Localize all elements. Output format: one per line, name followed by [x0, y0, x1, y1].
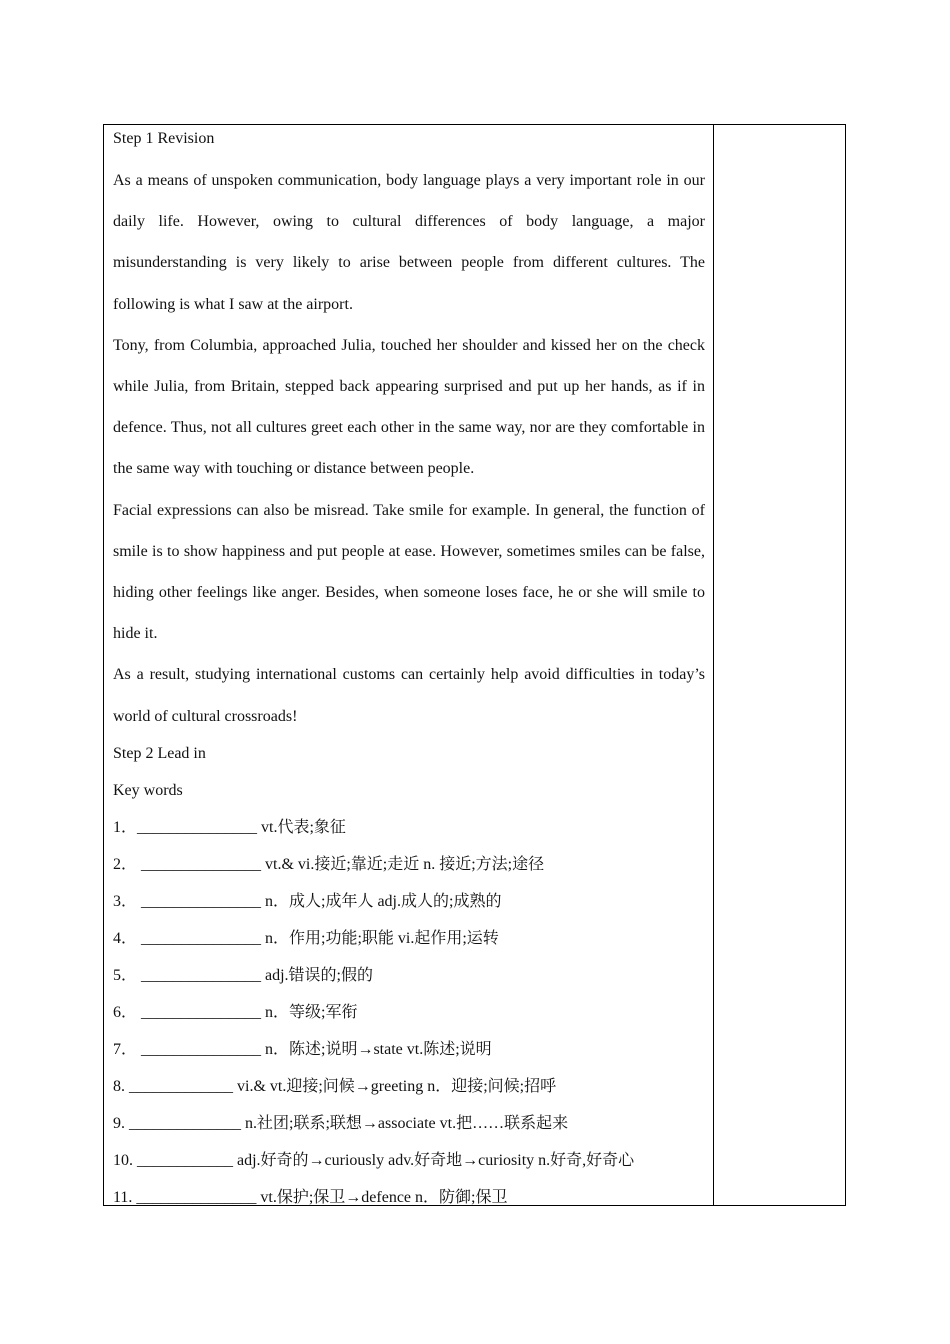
- key-word-item-6: 6． _______________ n．等级;军衔: [113, 1003, 358, 1021]
- step1-title: Step 1 Revision: [113, 130, 215, 147]
- notes-cell: [714, 125, 845, 1205]
- step1-paragraph-4: As a result, studying international customs can certainly help avoid difficulties in today’s world of cultural crossroads!: [113, 666, 705, 725]
- key-words-label: Key words: [113, 781, 183, 799]
- key-word-item-8: 8. _____________ vi.& vt.迎接;问候→greeting n．迎接;问候;招呼: [113, 1077, 557, 1095]
- step1-paragraph-3: Facial expressions can also be misread. Take smile for example. In general, the function of smile is to show happiness and put people at ease. However, sometimes smiles can be false, hiding other feelings like anger. Besides, when someone loses face, he or she will smile to hide it.: [113, 501, 705, 643]
- key-word-item-1: 1．_______________ vt.代表;象征: [113, 818, 346, 836]
- key-word-item-7: 7． _______________ n．陈述;说明→state vt.陈述;说明: [113, 1040, 492, 1058]
- key-word-item-11: 11. _______________ vt.保护;保卫→defence n．防御;保卫: [113, 1188, 508, 1206]
- key-word-item-5: 5． _______________ adj.错误的;假的: [113, 966, 373, 984]
- key-word-item-9: 9. ______________ n.社团;联系;联想→associate vt.把……联系起来: [113, 1114, 569, 1132]
- key-word-item-4: 4． _______________ n．作用;功能;职能 vi.起作用;运转: [113, 929, 499, 947]
- step1-paragraph-2: Tony, from Columbia, approached Julia, touched her shoulder and kissed her on the check while Julia, from Britain, stepped back appearing surprised and put up her hands, as if in defence. Thus, not all cultures greet each other in the same way, nor are they comfortable in the same way with touching or distance between people.: [113, 336, 705, 478]
- content-cell: [104, 125, 714, 1205]
- key-word-item-2: 2． _______________ vt.& vi.接近;靠近;走近 n. 接近;方法;途径: [113, 855, 545, 873]
- step2-title: Step 2 Lead in: [113, 744, 206, 762]
- step1-paragraph-1: As a means of unspoken communication, body language plays a very important role in our daily life. However, owing to cultural differences of body language, a major misunderstanding is very likely to arise between people from different cultures. The following is what I saw at the airport.: [113, 172, 705, 313]
- key-word-item-3: 3． _______________ n．成人;成年人 adj.成人的;成熟的: [113, 892, 502, 910]
- worksheet-table: [103, 124, 846, 1206]
- key-word-item-10: 10. ____________ adj.好奇的→curiously adv.好奇地→curiosity n.好奇,好奇心: [113, 1151, 635, 1169]
